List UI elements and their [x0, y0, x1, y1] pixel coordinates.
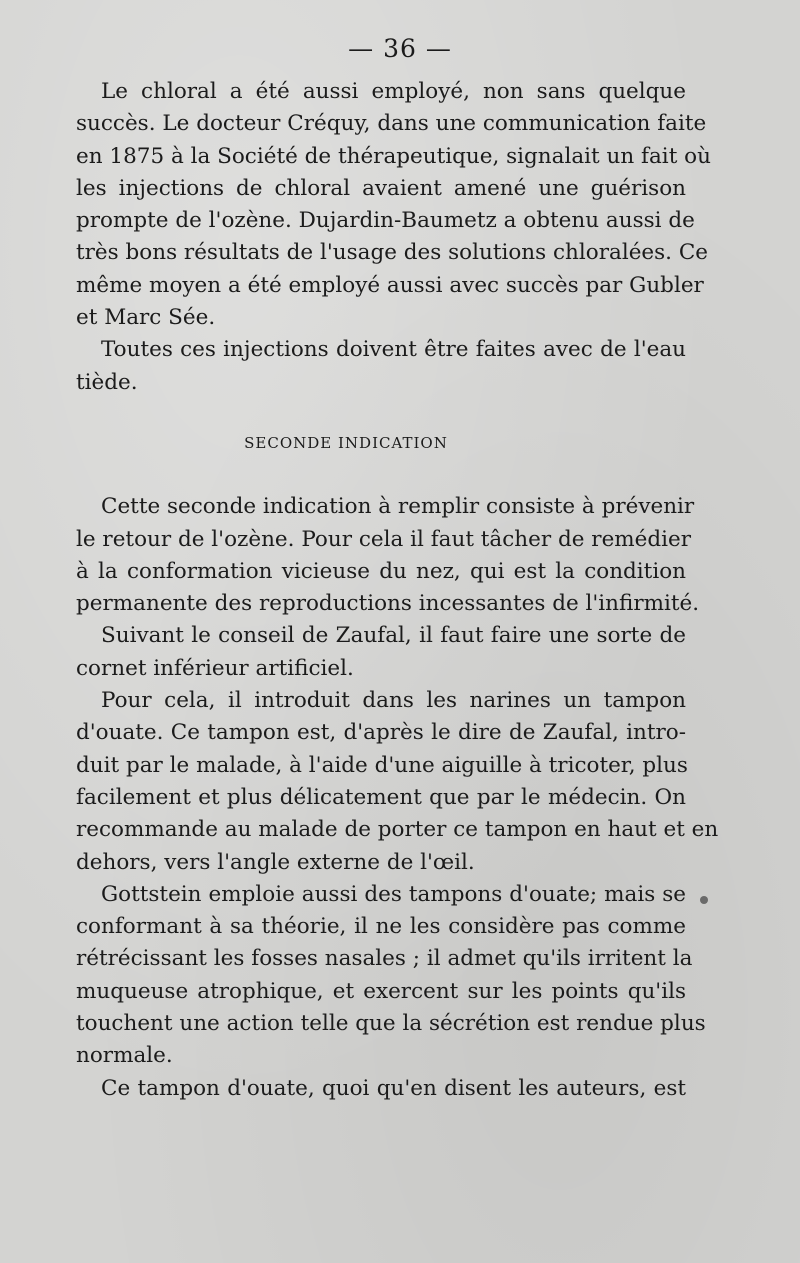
- text-line: les injections de chloral avaient amené une guérison: [76, 175, 686, 201]
- text-line: Pour cela, il introduit dans les narines un tampon: [101, 688, 686, 714]
- text-line: muqueuse atrophique, et exercent sur les points qu'ils: [76, 978, 686, 1004]
- text-line: facilement et plus délicatement que par le médecin. On: [76, 784, 686, 810]
- text-line: recommande au malade de porter ce tampon en haut et en: [76, 817, 719, 843]
- text-line: Toutes ces injections doivent être faites avec de l'eau: [101, 337, 686, 363]
- text-line: prompte de l'ozène. Dujardin-Baumetz a obtenu aussi de: [76, 208, 695, 234]
- paragraph: [76, 334, 686, 399]
- text-line: dehors, vers l'angle externe de l'œil.: [76, 849, 475, 875]
- text-line: et Marc Sée.: [76, 305, 216, 331]
- text-line: d'ouate. Ce tampon est, d'après le dire de Zaufal, intro-: [76, 720, 686, 746]
- paragraph: [76, 879, 706, 1073]
- text-line: en 1875 à la Société de thérapeutique, signalait un fait où: [76, 143, 711, 169]
- paragraph: [76, 491, 700, 620]
- text-line: cornet inférieur artificiel.: [76, 655, 354, 681]
- text-line: succès. Le docteur Créquy, dans une communication faite: [76, 111, 707, 137]
- body-text: [76, 76, 719, 1105]
- text-line: Cette seconde indication à remplir consiste à prévenir: [101, 494, 695, 520]
- text-line: Le chloral a été aussi employé, non sans quelque: [101, 79, 686, 104]
- page-number: — 36 —: [348, 34, 452, 63]
- ink-spot: [700, 896, 708, 904]
- text-line: conformant à sa théorie, il ne les considère pas comme: [76, 914, 686, 940]
- section-heading: SECONDE INDICATION: [244, 433, 448, 452]
- text-line: Ce tampon d'ouate, quoi qu'en disent les auteurs, est: [101, 1075, 686, 1101]
- text-line: à la conformation vicieuse du nez, qui est la condition: [76, 558, 686, 584]
- paragraph: [76, 620, 686, 685]
- text-line: Gottstein emploie aussi des tampons d'ouate; mais se: [101, 881, 686, 907]
- text-line: tiède.: [76, 369, 138, 395]
- paragraph: [76, 1073, 686, 1105]
- text-line: très bons résultats de l'usage des solutions chloralées. Ce: [76, 240, 709, 266]
- text-line: permanente des reproductions incessantes de l'infirmité.: [76, 591, 700, 617]
- text-line: le retour de l'ozène. Pour cela il faut tâcher de remédier: [76, 526, 692, 552]
- text-line: normale.: [76, 1043, 173, 1069]
- paragraph: [76, 685, 719, 879]
- text-line: touchent une action telle que la sécrétion est rendue plus: [76, 1011, 706, 1037]
- text-line: Suivant le conseil de Zaufal, il faut faire une sorte de: [101, 623, 686, 649]
- text-line: même moyen a été employé aussi avec succès par Gubler: [76, 272, 704, 298]
- text-line: rétrécissant les fosses nasales ; il admet qu'ils irritent la: [76, 946, 693, 972]
- text-line: duit par le malade, à l'aide d'une aiguille à tricoter, plus: [76, 752, 688, 778]
- paragraph: [76, 76, 711, 334]
